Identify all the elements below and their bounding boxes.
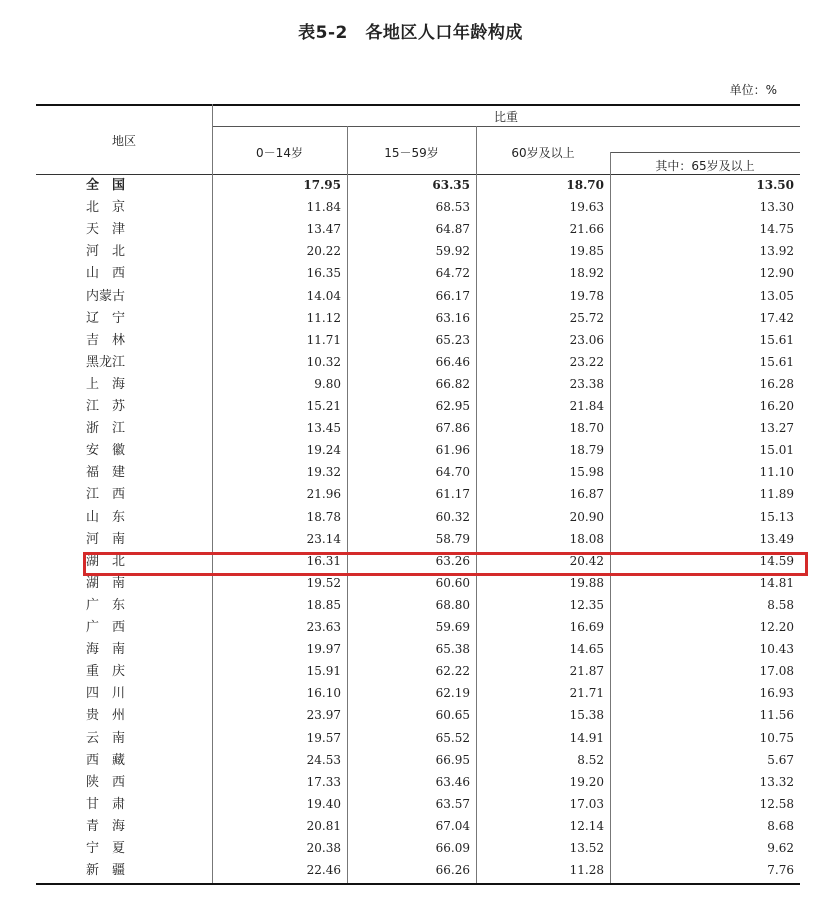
value-cell: 62.95 — [435, 399, 470, 413]
value-cell: 11.56 — [759, 708, 794, 723]
value-cell: 9.62 — [767, 841, 794, 855]
region-cell: 北 京 — [86, 200, 126, 216]
value-cell: 66.09 — [435, 841, 470, 855]
region-cell: 江 苏 — [86, 399, 126, 414]
table-row — [36, 838, 800, 860]
value-cell: 11.28 — [569, 863, 604, 878]
value-cell: 13.32 — [759, 774, 794, 789]
value-cell: 13.45 — [306, 421, 341, 436]
region-cell: 黑龙江 — [86, 354, 126, 370]
table-row — [36, 330, 800, 352]
table-row — [36, 462, 800, 484]
value-cell: 66.26 — [435, 863, 470, 878]
table-row — [36, 440, 800, 462]
region-cell: 贵 州 — [86, 708, 126, 724]
table-row — [36, 617, 800, 639]
table-row — [36, 507, 800, 529]
value-cell: 21.66 — [569, 222, 604, 237]
value-cell: 8.68 — [767, 818, 794, 833]
value-cell: 12.35 — [569, 597, 604, 612]
highlight-box — [83, 552, 808, 576]
region-cell: 河 北 — [86, 244, 126, 260]
value-cell: 23.97 — [306, 708, 341, 723]
table-row — [36, 816, 800, 838]
value-cell: 16.87 — [569, 487, 604, 502]
value-cell: 20.42 — [569, 553, 604, 568]
value-cell: 10.75 — [759, 730, 794, 745]
value-cell: 60.65 — [435, 708, 470, 723]
value-cell: 15.61 — [759, 354, 794, 369]
region-cell: 西 藏 — [86, 752, 126, 768]
value-cell: 15.38 — [569, 708, 604, 723]
value-cell: 23.22 — [569, 354, 604, 369]
region-cell: 重 庆 — [86, 664, 126, 680]
region-cell: 辽 宁 — [86, 310, 126, 326]
table-row — [36, 794, 800, 816]
region-cell: 湖 南 — [86, 575, 126, 591]
value-cell: 19.40 — [306, 796, 341, 811]
value-cell: 62.19 — [435, 686, 470, 701]
table-row — [36, 750, 800, 772]
value-cell: 20.38 — [306, 841, 341, 855]
value-cell: 15.98 — [569, 465, 604, 480]
value-cell: 21.84 — [569, 399, 604, 413]
value-cell: 14.91 — [569, 730, 604, 745]
value-cell: 7.76 — [767, 863, 794, 878]
value-cell: 14.59 — [759, 553, 794, 568]
region-cell: 四 川 — [86, 686, 126, 702]
value-cell: 5.67 — [767, 752, 794, 767]
age-15-59-header: 15－59岁 — [384, 146, 439, 160]
table-row — [36, 418, 800, 440]
value-cell: 11.12 — [306, 310, 341, 325]
value-cell: 17.42 — [759, 310, 794, 325]
age-0-14-header: 0－14岁 — [256, 146, 303, 160]
age-60-plus-header: 60岁及以上 — [511, 146, 575, 160]
value-cell: 11.84 — [306, 200, 341, 215]
value-cell: 20.22 — [306, 244, 341, 259]
value-cell: 23.63 — [306, 620, 341, 634]
value-cell: 14.75 — [759, 222, 794, 237]
value-cell: 18.85 — [306, 597, 341, 612]
table-row — [36, 772, 800, 794]
value-cell: 16.10 — [306, 686, 341, 701]
value-cell: 59.92 — [435, 244, 470, 259]
value-cell: 19.32 — [306, 465, 341, 480]
value-cell: 13.50 — [756, 178, 794, 192]
region-cell: 广 西 — [86, 620, 126, 635]
value-cell: 16.93 — [759, 686, 794, 701]
table-row — [36, 374, 800, 396]
value-cell: 66.17 — [435, 288, 470, 303]
region-cell: 广 东 — [86, 597, 126, 613]
value-cell: 63.16 — [435, 310, 470, 325]
value-cell: 15.01 — [759, 443, 794, 458]
table-row — [36, 175, 800, 197]
value-cell: 65.52 — [435, 730, 470, 745]
value-cell: 16.69 — [569, 620, 604, 634]
region-cell: 内蒙古 — [86, 288, 126, 304]
value-cell: 68.53 — [435, 200, 470, 215]
value-cell: 22.46 — [306, 863, 341, 878]
table-row — [36, 595, 800, 617]
value-cell: 18.78 — [306, 509, 341, 524]
value-cell: 25.72 — [569, 310, 604, 325]
region-cell: 浙 江 — [86, 421, 126, 437]
value-cell: 64.72 — [435, 266, 470, 281]
ratio-header-rule — [212, 126, 800, 127]
value-cell: 14.81 — [759, 575, 794, 590]
value-cell: 21.96 — [306, 487, 341, 502]
value-cell: 62.22 — [435, 664, 470, 679]
value-cell: 17.03 — [569, 796, 604, 811]
table-row — [36, 197, 800, 219]
value-cell: 10.43 — [759, 642, 794, 657]
value-cell: 59.69 — [435, 620, 470, 634]
region-cell: 新 疆 — [86, 863, 126, 879]
value-cell: 24.53 — [306, 752, 341, 767]
value-cell: 18.92 — [569, 266, 604, 281]
value-cell: 11.71 — [306, 332, 341, 347]
value-cell: 13.47 — [306, 222, 341, 237]
age-65-plus-header: 其中：65岁及以上 — [655, 159, 755, 173]
region-cell: 河 南 — [86, 531, 126, 547]
region-cell: 陕 西 — [86, 774, 126, 790]
value-cell: 58.79 — [435, 531, 470, 546]
value-cell: 13.05 — [759, 288, 794, 303]
value-cell: 9.80 — [314, 376, 341, 391]
region-cell: 甘 肃 — [86, 796, 126, 812]
top-rule — [36, 104, 800, 106]
value-cell: 63.57 — [435, 796, 470, 811]
population-age-table — [36, 104, 800, 885]
table-row — [36, 573, 800, 595]
value-cell: 63.35 — [432, 178, 470, 192]
value-cell: 14.65 — [569, 642, 604, 657]
value-cell: 65.38 — [435, 642, 470, 657]
value-cell: 17.08 — [759, 664, 794, 679]
table-row — [36, 661, 800, 683]
value-cell: 13.92 — [759, 244, 794, 259]
value-cell: 19.63 — [569, 200, 604, 215]
value-cell: 15.21 — [306, 399, 341, 413]
value-cell: 8.52 — [577, 752, 604, 767]
region-cell: 山 东 — [86, 509, 126, 525]
value-cell: 23.14 — [306, 531, 341, 546]
value-cell: 60.32 — [435, 509, 470, 524]
value-cell: 21.71 — [569, 686, 604, 701]
table-row — [36, 219, 800, 241]
region-cell: 宁 夏 — [86, 841, 126, 856]
region-cell: 湖 北 — [86, 553, 126, 569]
value-cell: 19.24 — [306, 443, 341, 458]
value-cell: 12.90 — [759, 266, 794, 281]
value-cell: 20.90 — [569, 509, 604, 524]
value-cell: 19.20 — [569, 774, 604, 789]
region-cell: 全 国 — [86, 178, 126, 193]
unit-label: 单位：% — [729, 83, 777, 97]
value-cell: 18.70 — [569, 421, 604, 436]
value-cell: 8.58 — [767, 597, 794, 612]
value-cell: 19.85 — [569, 244, 604, 259]
value-cell: 15.61 — [759, 332, 794, 347]
value-cell: 18.08 — [569, 531, 604, 546]
value-cell: 11.10 — [759, 465, 794, 480]
region-cell: 天 津 — [86, 222, 126, 238]
value-cell: 16.20 — [759, 399, 794, 413]
value-cell: 66.82 — [435, 376, 470, 391]
value-cell: 67.86 — [435, 421, 470, 436]
value-cell: 15.91 — [306, 664, 341, 679]
value-cell: 19.97 — [306, 642, 341, 657]
value-cell: 61.96 — [435, 443, 470, 458]
value-cell: 10.32 — [306, 354, 341, 369]
value-cell: 66.46 — [435, 354, 470, 369]
region-cell: 山 西 — [86, 266, 126, 282]
value-cell: 16.28 — [759, 376, 794, 391]
value-cell: 65.23 — [435, 332, 470, 347]
region-cell: 福 建 — [86, 465, 126, 481]
value-cell: 18.70 — [566, 178, 604, 192]
value-cell: 12.20 — [759, 620, 794, 634]
region-cell: 江 西 — [86, 487, 126, 503]
region-header: 地区 — [111, 134, 136, 148]
value-cell: 63.26 — [435, 553, 470, 568]
table-row — [36, 241, 800, 263]
value-cell: 18.79 — [569, 443, 604, 458]
value-cell: 23.38 — [569, 376, 604, 391]
value-cell: 19.78 — [569, 288, 604, 303]
table-row — [36, 860, 800, 882]
table-row — [36, 529, 800, 551]
value-cell: 16.35 — [306, 266, 341, 281]
value-cell: 17.95 — [303, 178, 341, 192]
value-cell: 68.80 — [435, 597, 470, 612]
value-cell: 13.52 — [569, 841, 604, 855]
table-row — [36, 352, 800, 374]
value-cell: 64.87 — [435, 222, 470, 237]
ratio-header: 比重 — [493, 110, 518, 124]
value-cell: 13.27 — [759, 421, 794, 436]
value-cell: 13.49 — [759, 531, 794, 546]
table-row — [36, 286, 800, 308]
value-cell: 19.57 — [306, 730, 341, 745]
table-row — [36, 308, 800, 330]
region-cell: 海 南 — [86, 642, 126, 658]
bottom-rule — [36, 883, 800, 885]
table-row — [36, 705, 800, 727]
value-cell: 67.04 — [435, 818, 470, 833]
value-cell: 11.89 — [759, 487, 794, 502]
value-cell: 14.04 — [306, 288, 341, 303]
value-cell: 19.52 — [306, 575, 341, 590]
value-cell: 66.95 — [435, 752, 470, 767]
value-cell: 21.87 — [569, 664, 604, 679]
value-cell: 23.06 — [569, 332, 604, 347]
table-title: 表5-2 各地区人口年龄构成 — [298, 23, 523, 43]
value-cell: 16.31 — [306, 553, 341, 568]
table-row — [36, 263, 800, 285]
value-cell: 61.17 — [435, 487, 470, 502]
region-cell: 安 徽 — [86, 443, 126, 459]
table-row — [36, 683, 800, 705]
region-cell: 青 海 — [86, 818, 126, 834]
region-cell: 上 海 — [86, 376, 126, 392]
value-cell: 64.70 — [435, 465, 470, 480]
value-cell: 15.13 — [759, 509, 794, 524]
region-cell: 吉 林 — [86, 332, 126, 348]
value-cell: 20.81 — [306, 818, 341, 833]
table-row — [36, 484, 800, 506]
value-cell: 60.60 — [435, 575, 470, 590]
value-cell: 63.46 — [435, 774, 470, 789]
value-cell: 19.88 — [569, 575, 604, 590]
value-cell: 17.33 — [306, 774, 341, 789]
value-cell: 12.14 — [569, 818, 604, 833]
region-cell: 云 南 — [86, 730, 126, 746]
sub-header-rule — [610, 152, 800, 153]
value-cell: 13.30 — [759, 200, 794, 215]
table-row — [36, 639, 800, 661]
table-row — [36, 728, 800, 750]
table-row — [36, 396, 800, 418]
value-cell: 12.58 — [759, 796, 794, 811]
